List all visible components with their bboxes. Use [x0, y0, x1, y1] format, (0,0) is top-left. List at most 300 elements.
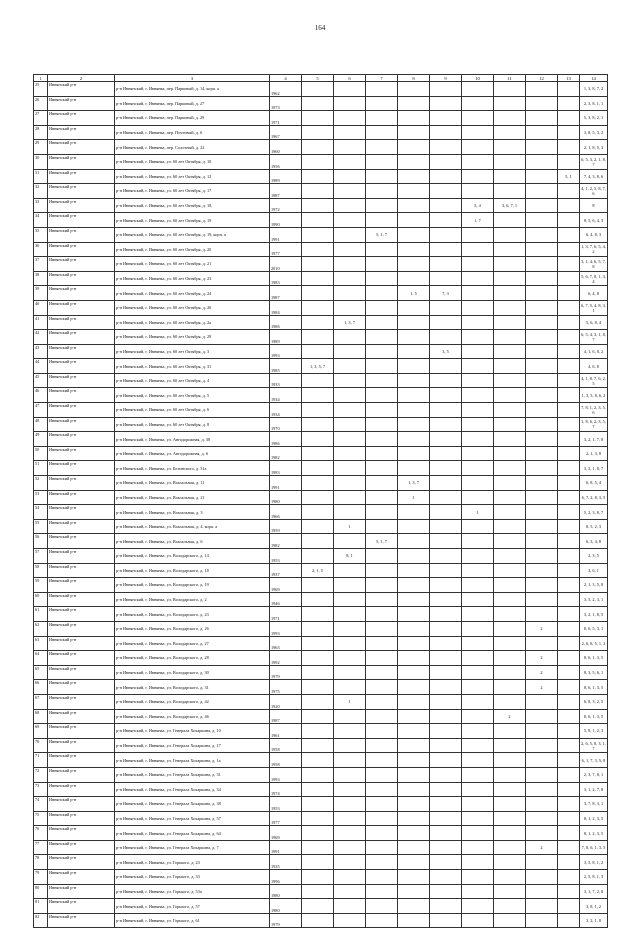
- col5-cell: [302, 96, 334, 111]
- address-cell: р-н Ивнянский, г. Ивнянка, ул. Генерала Хохаркина, д. 64: [115, 826, 270, 841]
- col5-cell: [302, 490, 334, 505]
- col8-cell: [398, 432, 430, 447]
- table-row: [34, 899, 608, 914]
- col13-cell: [558, 680, 580, 695]
- col7-cell: [366, 257, 398, 272]
- col14-cell: 6, 8, 3, 2, 5: [580, 694, 608, 709]
- col10-cell: [462, 403, 494, 418]
- year-cell: 1934: [270, 403, 302, 418]
- col7-cell: [366, 315, 398, 330]
- year-cell: 1933: [270, 373, 302, 388]
- col13-cell: [558, 709, 580, 724]
- col9-cell: [430, 578, 462, 593]
- address-cell: р-н Ивнянский, г. Ивнянка, пер. Почтовый, д. 6: [115, 125, 270, 140]
- col10-cell: [462, 563, 494, 578]
- col14-cell: 3, 1, 7, 2, 8: [580, 884, 608, 899]
- col14-cell: 2, 6, 8, 5, 1, 3: [580, 636, 608, 651]
- col11-cell: [494, 899, 526, 914]
- col6-cell: [334, 359, 366, 374]
- address-cell: р-н Ивнянский, г. Ивнянка, ул. Вокзальная, д. 21: [115, 490, 270, 505]
- col9-cell: [430, 738, 462, 753]
- address-cell: р-н Ивнянский, г. Ивнянка, ул. Генерала Хохаркина, д. 10: [115, 724, 270, 739]
- col14-cell: 6, 1, 7, 3, 5, 8: [580, 753, 608, 768]
- col14-cell: 5, 8, 1, 2, 3: [580, 724, 608, 739]
- row-number: 43: [34, 344, 48, 359]
- col14-cell: 8, 5, 2, 3: [580, 519, 608, 534]
- col7-cell: [366, 709, 398, 724]
- col12-cell: [526, 899, 558, 914]
- col6-cell: [334, 738, 366, 753]
- table-row: [34, 154, 608, 169]
- district-cell: Ивнянский р-н: [48, 446, 115, 461]
- col14-cell: 8, 1, 2, 3, 5: [580, 811, 608, 826]
- year-cell: 1970: [270, 417, 302, 432]
- col6-cell: [334, 913, 366, 928]
- year-cell: 1973: [270, 96, 302, 111]
- row-number: 70: [34, 738, 48, 753]
- table-row: [34, 242, 608, 257]
- col14-cell: 2, 3, 7, 8, 1: [580, 767, 608, 782]
- col11-cell: [494, 797, 526, 812]
- year-cell: 1992: [270, 651, 302, 666]
- col8-cell: [398, 855, 430, 870]
- year-cell: 1958: [270, 738, 302, 753]
- col13-cell: [558, 753, 580, 768]
- district-cell: Ивнянский р-н: [48, 359, 115, 374]
- col9-cell: [430, 213, 462, 228]
- column-number-7: 7: [366, 75, 398, 82]
- col14-cell: 1, 3, 7, 6, 5, 4, 2: [580, 242, 608, 257]
- col8-cell: [398, 811, 430, 826]
- row-number: 27: [34, 111, 48, 126]
- col13-cell: [558, 899, 580, 914]
- col11-cell: [494, 403, 526, 418]
- year-cell: 1953: [270, 797, 302, 812]
- col10-cell: [462, 111, 494, 126]
- col9-cell: [430, 125, 462, 140]
- table-row: [34, 140, 608, 155]
- col12-cell: [526, 315, 558, 330]
- address-cell: р-н Ивнянский, г. Ивнянка, ул. Володарского, д. 26: [115, 621, 270, 636]
- col5-cell: [302, 607, 334, 622]
- col11-cell: [494, 300, 526, 315]
- col9-cell: [430, 271, 462, 286]
- col6-cell: [334, 242, 366, 257]
- col5-cell: [302, 651, 334, 666]
- address-cell: р-н Ивнянский, г. Ивнянка, ул. Володарского, д. 18: [115, 563, 270, 578]
- register-table: [33, 74, 608, 928]
- col14-cell: 6, 7, 5, 4, 8, 3, 1: [580, 300, 608, 315]
- year-cell: 1991: [270, 476, 302, 491]
- address-cell: р-н Ивнянский, г. Ивнянка, пер. Солотный, д. 22: [115, 140, 270, 155]
- year-cell: 1983: [270, 271, 302, 286]
- col5-cell: [302, 154, 334, 169]
- col12-cell: [526, 417, 558, 432]
- row-number: 37: [34, 257, 48, 272]
- col10-cell: [462, 665, 494, 680]
- col9-cell: [430, 388, 462, 403]
- col12-cell: [526, 767, 558, 782]
- row-number: 40: [34, 300, 48, 315]
- col8-cell: [398, 446, 430, 461]
- col12-cell: [526, 636, 558, 651]
- col6-cell: [334, 753, 366, 768]
- col7-cell: [366, 636, 398, 651]
- col5-cell: [302, 198, 334, 213]
- table-row: [34, 446, 608, 461]
- col7-cell: [366, 578, 398, 593]
- year-cell: 1934: [270, 388, 302, 403]
- col14-cell: 8, 6, 1, 3, 5: [580, 709, 608, 724]
- col7-cell: [366, 490, 398, 505]
- row-number: 44: [34, 359, 48, 374]
- row-number: 72: [34, 767, 48, 782]
- col7-cell: [366, 154, 398, 169]
- col11-cell: [494, 82, 526, 97]
- col6-cell: [334, 169, 366, 184]
- row-number: 79: [34, 870, 48, 885]
- col7-cell: [366, 767, 398, 782]
- col13-cell: [558, 694, 580, 709]
- col9-cell: [430, 461, 462, 476]
- col9-cell: [430, 490, 462, 505]
- col8-cell: [398, 797, 430, 812]
- col13-cell: [558, 125, 580, 140]
- col5-cell: [302, 315, 334, 330]
- col5-cell: [302, 782, 334, 797]
- col11-cell: [494, 621, 526, 636]
- col11-cell: [494, 446, 526, 461]
- year-cell: 1966: [270, 505, 302, 520]
- row-number: 76: [34, 826, 48, 841]
- col9-cell: [430, 724, 462, 739]
- row-number: 38: [34, 271, 48, 286]
- col13-cell: [558, 476, 580, 491]
- col12-cell: [526, 490, 558, 505]
- col12-cell: [526, 505, 558, 520]
- column-number-10: 10: [462, 75, 494, 82]
- col9-cell: [430, 636, 462, 651]
- year-cell: 1979: [270, 913, 302, 928]
- col13-cell: [558, 519, 580, 534]
- address-cell: р-н Ивнянский, г. Ивнянка, ул. Генерала Хохаркина, д. 34: [115, 782, 270, 797]
- col10-cell: [462, 738, 494, 753]
- col11-cell: [494, 257, 526, 272]
- row-number: 64: [34, 651, 48, 666]
- col9-cell: [430, 242, 462, 257]
- col7-cell: [366, 855, 398, 870]
- row-number: 69: [34, 724, 48, 739]
- col5-cell: [302, 505, 334, 520]
- col14-cell: 6, 8, 5, 4: [580, 476, 608, 491]
- address-cell: р-н Ивнянский, г. Ивнянка, ул. 60 лет Октября, д. 29: [115, 330, 270, 345]
- district-cell: Ивнянский р-н: [48, 563, 115, 578]
- col14-cell: 5, 3, 8, 2, 1: [580, 111, 608, 126]
- col12-cell: [526, 549, 558, 564]
- address-cell: р-н Ивнянский, г. Ивнянка, ул. Генерала Хохаркина, д. 17: [115, 738, 270, 753]
- row-number: 26: [34, 96, 48, 111]
- year-cell: 1989: [270, 330, 302, 345]
- col6-cell: [334, 665, 366, 680]
- col9-cell: [430, 899, 462, 914]
- row-number: 48: [34, 417, 48, 432]
- col6-cell: [334, 140, 366, 155]
- col13-cell: [558, 913, 580, 928]
- district-cell: Ивнянский р-н: [48, 111, 115, 126]
- col7-cell: [366, 549, 398, 564]
- table-row: [34, 767, 608, 782]
- table-row: [34, 490, 608, 505]
- col12-cell: [526, 300, 558, 315]
- year-cell: 1986: [270, 315, 302, 330]
- col8-cell: [398, 300, 430, 315]
- col9-cell: [430, 840, 462, 855]
- col5-cell: [302, 913, 334, 928]
- col11-cell: [494, 227, 526, 242]
- col11-cell: [494, 461, 526, 476]
- col8-cell: [398, 461, 430, 476]
- col13-cell: [558, 826, 580, 841]
- col9-cell: [430, 709, 462, 724]
- col11-cell: [494, 534, 526, 549]
- col11-cell: [494, 96, 526, 111]
- col13-cell: [558, 344, 580, 359]
- district-cell: Ивнянский р-н: [48, 621, 115, 636]
- col11-cell: [494, 417, 526, 432]
- col8-cell: [398, 680, 430, 695]
- row-number: 78: [34, 855, 48, 870]
- col5-cell: [302, 884, 334, 899]
- col8-cell: [398, 578, 430, 593]
- col7-cell: [366, 82, 398, 97]
- col5-cell: [302, 373, 334, 388]
- col5-cell: [302, 388, 334, 403]
- column-number-5: 5: [302, 75, 334, 82]
- col10-cell: [462, 709, 494, 724]
- col7-cell: [366, 563, 398, 578]
- col7-cell: [366, 724, 398, 739]
- row-number: 63: [34, 636, 48, 651]
- col11-cell: [494, 680, 526, 695]
- col13-cell: [558, 184, 580, 199]
- district-cell: Ивнянский р-н: [48, 82, 115, 97]
- col8-cell: [398, 694, 430, 709]
- col9-cell: [430, 534, 462, 549]
- col7-cell: [366, 300, 398, 315]
- year-cell: 1980: [270, 899, 302, 914]
- col6-cell: 1: [334, 694, 366, 709]
- col6-cell: [334, 300, 366, 315]
- column-number-2: 2: [48, 75, 115, 82]
- table-row: [34, 621, 608, 636]
- col5-cell: [302, 855, 334, 870]
- col7-cell: [366, 140, 398, 155]
- col14-cell: 1, 3, 8, 7, 2: [580, 82, 608, 97]
- table-row: [34, 461, 608, 476]
- year-cell: 1959: [270, 519, 302, 534]
- district-cell: Ивнянский р-н: [48, 767, 115, 782]
- district-cell: Ивнянский р-н: [48, 271, 115, 286]
- col11-cell: [494, 753, 526, 768]
- year-cell: 1980: [270, 490, 302, 505]
- col8-cell: [398, 315, 430, 330]
- col11-cell: [494, 884, 526, 899]
- col11-cell: [494, 592, 526, 607]
- col8-cell: [398, 213, 430, 228]
- col5-cell: [302, 549, 334, 564]
- district-cell: Ивнянский р-н: [48, 592, 115, 607]
- row-number: 30: [34, 154, 48, 169]
- col8-cell: [398, 111, 430, 126]
- col11-cell: [494, 505, 526, 520]
- col8-cell: [398, 753, 430, 768]
- row-number: 67: [34, 694, 48, 709]
- row-number: 52: [34, 476, 48, 491]
- column-number-6: 6: [334, 75, 366, 82]
- col10-cell: [462, 330, 494, 345]
- col6-cell: [334, 578, 366, 593]
- year-cell: 1972: [270, 198, 302, 213]
- col12-cell: [526, 286, 558, 301]
- col14-cell: 2, 3, 5: [580, 549, 608, 564]
- district-cell: Ивнянский р-н: [48, 607, 115, 622]
- col12-cell: [526, 257, 558, 272]
- col11-cell: [494, 286, 526, 301]
- col6-cell: [334, 213, 366, 228]
- col7-cell: [366, 607, 398, 622]
- col14-cell: 4, 1, 6, 8, 2: [580, 344, 608, 359]
- year-cell: 1991: [270, 840, 302, 855]
- col8-cell: [398, 198, 430, 213]
- col6-cell: [334, 811, 366, 826]
- col7-cell: [366, 286, 398, 301]
- col9-cell: [430, 198, 462, 213]
- table-row: [34, 753, 608, 768]
- district-cell: Ивнянский р-н: [48, 651, 115, 666]
- col9-cell: [430, 227, 462, 242]
- col11-cell: [494, 359, 526, 374]
- district-cell: Ивнянский р-н: [48, 724, 115, 739]
- table-row: [34, 344, 608, 359]
- col14-cell: 6, 5, 3, 2, 1, 8, 7: [580, 154, 608, 169]
- col6-cell: [334, 709, 366, 724]
- address-cell: р-н Ивнянский, г. Ивнянка, ул. Володарского, д. 19: [115, 578, 270, 593]
- row-number: 58: [34, 563, 48, 578]
- col11-cell: [494, 607, 526, 622]
- col8-cell: [398, 651, 430, 666]
- address-cell: р-н Ивнянский, г. Ивнянка, ул. 60 лет Октября, д. 26: [115, 300, 270, 315]
- district-cell: Ивнянский р-н: [48, 738, 115, 753]
- col10-cell: [462, 257, 494, 272]
- col10-cell: [462, 724, 494, 739]
- col8-cell: [398, 782, 430, 797]
- col12-cell: [526, 870, 558, 885]
- col8-cell: 1: [398, 490, 430, 505]
- col10-cell: [462, 242, 494, 257]
- col6-cell: [334, 490, 366, 505]
- col10-cell: 1, 7: [462, 213, 494, 228]
- col9-cell: [430, 476, 462, 491]
- row-number: 42: [34, 330, 48, 345]
- col12-cell: [526, 184, 558, 199]
- col13-cell: [558, 271, 580, 286]
- district-cell: Ивнянский р-н: [48, 884, 115, 899]
- col12-cell: [526, 111, 558, 126]
- col10-cell: [462, 884, 494, 899]
- col14-cell: 4, 6, 8: [580, 359, 608, 374]
- address-cell: р-н Ивнянский, г. Ивнянка, ул. Вокзальная, д. 6: [115, 534, 270, 549]
- col10-cell: [462, 651, 494, 666]
- col6-cell: [334, 286, 366, 301]
- col13-cell: [558, 373, 580, 388]
- col9-cell: [430, 432, 462, 447]
- col10-cell: [462, 694, 494, 709]
- year-cell: 1962: [270, 82, 302, 97]
- col11-cell: [494, 738, 526, 753]
- col12-cell: [526, 592, 558, 607]
- table-row: [34, 855, 608, 870]
- col13-cell: [558, 563, 580, 578]
- column-number-header: [34, 75, 608, 82]
- col6-cell: [334, 82, 366, 97]
- address-cell: р-н Ивнянский, г. Ивнянка, ул. 60 лет Октября, д. 12: [115, 169, 270, 184]
- col10-cell: [462, 621, 494, 636]
- col7-cell: [366, 899, 398, 914]
- col6-cell: 8, 1: [334, 549, 366, 564]
- col12-cell: [526, 403, 558, 418]
- col7-cell: [366, 330, 398, 345]
- col9-cell: [430, 111, 462, 126]
- col7-cell: [366, 359, 398, 374]
- row-number: 68: [34, 709, 48, 724]
- col10-cell: [462, 300, 494, 315]
- col13-cell: [558, 651, 580, 666]
- col5-cell: [302, 446, 334, 461]
- col8-cell: [398, 724, 430, 739]
- col12-cell: [526, 96, 558, 111]
- district-cell: Ивнянский р-н: [48, 709, 115, 724]
- col5-cell: [302, 621, 334, 636]
- col10-cell: [462, 490, 494, 505]
- col6-cell: 1, 3, 7: [334, 315, 366, 330]
- col12-cell: [526, 242, 558, 257]
- row-number: 60: [34, 592, 48, 607]
- col12-cell: [526, 782, 558, 797]
- row-number: 55: [34, 519, 48, 534]
- col11-cell: 2: [494, 709, 526, 724]
- year-cell: 1984: [270, 300, 302, 315]
- col7-cell: [366, 184, 398, 199]
- address-cell: р-н Ивнянский, г. Ивнянка, ул. Автодорожная, д. 38: [115, 432, 270, 447]
- address-cell: р-н Ивнянский, г. Ивнянка, ул. Володарского, д. 46: [115, 709, 270, 724]
- col5-cell: [302, 286, 334, 301]
- col12-cell: [526, 198, 558, 213]
- col13-cell: [558, 446, 580, 461]
- col10-cell: [462, 125, 494, 140]
- column-number-9: 9: [430, 75, 462, 82]
- address-cell: р-н Ивнянский, г. Ивнянка, ул. Генерала Хохаркина, д. 31: [115, 767, 270, 782]
- year-cell: 1987: [270, 286, 302, 301]
- col10-cell: [462, 432, 494, 447]
- col5-cell: [302, 184, 334, 199]
- col10-cell: [462, 811, 494, 826]
- row-number: 74: [34, 797, 48, 812]
- district-cell: Ивнянский р-н: [48, 140, 115, 155]
- address-cell: р-н Ивнянский, г. Ивнянка, ул. Горького, д. 23: [115, 855, 270, 870]
- address-cell: р-н Ивнянский, г. Ивнянка, ул. Володарского, д. 42: [115, 694, 270, 709]
- district-cell: Ивнянский р-н: [48, 96, 115, 111]
- year-cell: 1969: [270, 826, 302, 841]
